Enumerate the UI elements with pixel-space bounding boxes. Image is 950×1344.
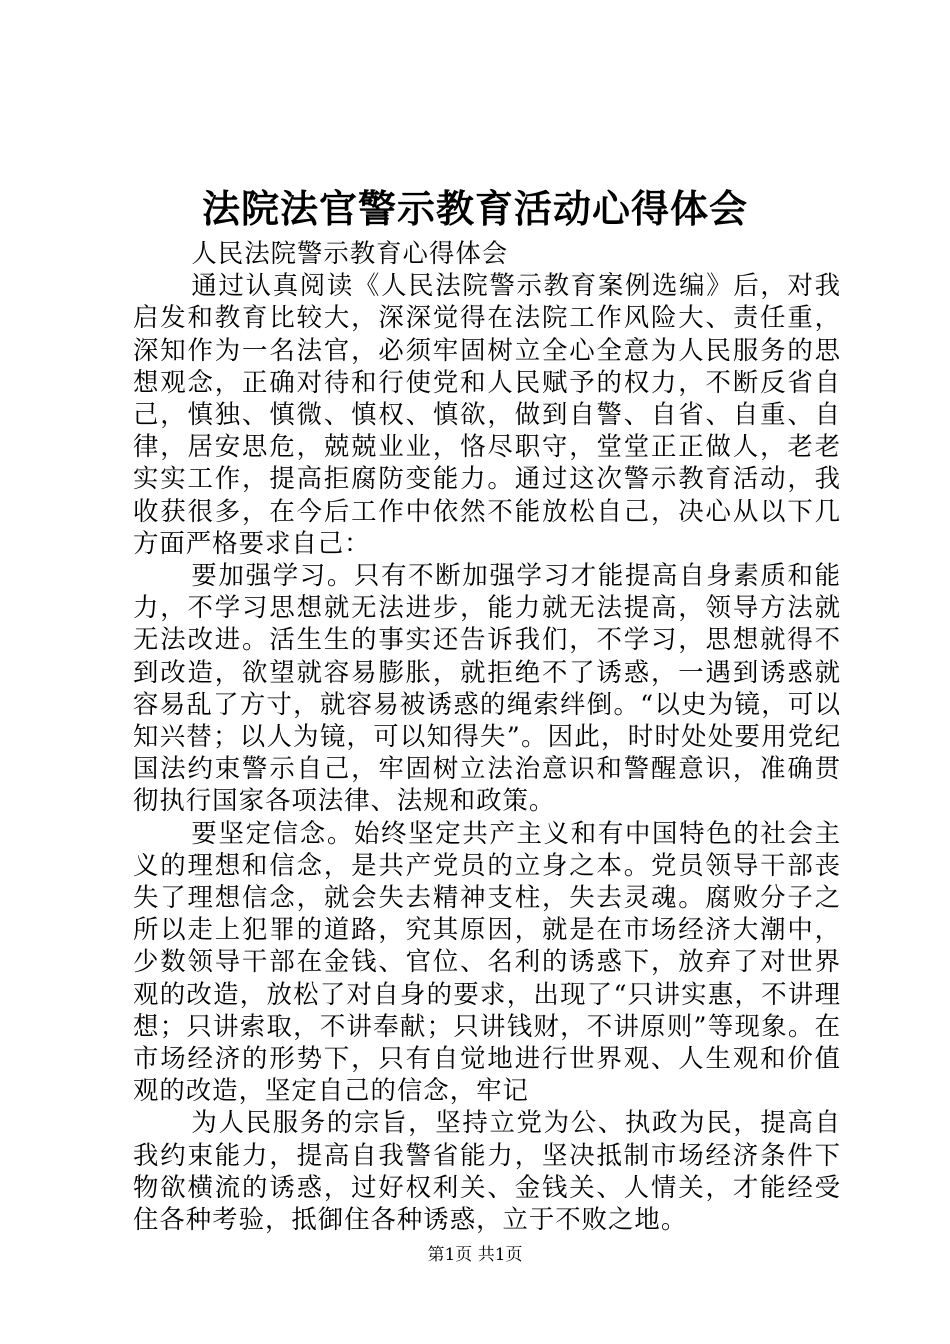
document-body — [133, 237, 841, 1235]
page-footer: 第1页 共1页 — [427, 1245, 523, 1265]
document-title: 法院法官警示教育活动心得体会 — [201, 186, 748, 231]
paragraph-intro: 通过认真阅读《人民法院警示教育案例选编》后，对我启发和教育比较大，深深觉得在法院工作风险大、责任重，深知作为一名法官，必须牢固树立全心全意为人民服务的思想观念，正确对待和行使党和人民赋予的权力，不断反省自己，慎独、慎微、慎权、慎欲，做到自警、自省、自重、自律，居安思危，兢兢业业，恪尽职守，堂堂正正做人，老老实实工作，提高拒腐防变能力。通过这次警示教育活动，我收获很多，在今后工作中依然不能放松自己，决心从以下几方面严格要求自己： — [133, 270, 841, 558]
paragraph-belief: 要坚定信念。始终坚定共产主义和有中国特色的社会主义的理想和信念，是共产党员的立身之本。党员领导干部丧失了理想信念，就会失去精神支柱，失去灵魂。腐败分子之所以走上犯罪的道路，究其原因，就是在市场经济大潮中，少数领导干部在金钱、官位、名利的诱惑下，放弃了对世界观的改造，放松了对自身的要求，出现了“只讲实惠，不讲理想；只讲索取，不讲奉献；只讲钱财，不讲原则”等现象。在市场经济的形势下，只有自觉地进行世界观、人生观和价值观的改造，坚定自己的信念，牢记 — [133, 817, 841, 1106]
paragraph-study: 要加强学习。只有不断加强学习才能提高自身素质和能力，不学习思想就无法进步，能力就无法提高，领导方法就无法改进。活生生的事实还告诉我们，不学习，思想就得不到改造，欲望就容易膨胀，就拒绝不了诱惑，一遇到诱惑就容易乱了方寸，就容易被诱惑的绳索绊倒。“以史为镜，可以知兴替；以人为镜，可以知得失”。因此，时时处处要用党纪国法约束警示自己，牢固树立法治意识和警醒意识，准确贯彻执行国家各项法律、法规和政策。 — [133, 560, 841, 816]
document-subtitle: 人民法院警示教育心得体会 — [191, 238, 509, 268]
paragraph-service: 为人民服务的宗旨，坚持立党为公、执政为民，提高自我约束能力，提高自我警省能力，坚决抵制市场经济条件下物欲横流的诱惑，过好权利关、金钱关、人情关，才能经受住各种考验，抵御住各种诱惑，立于不败之地。 — [133, 1107, 841, 1235]
